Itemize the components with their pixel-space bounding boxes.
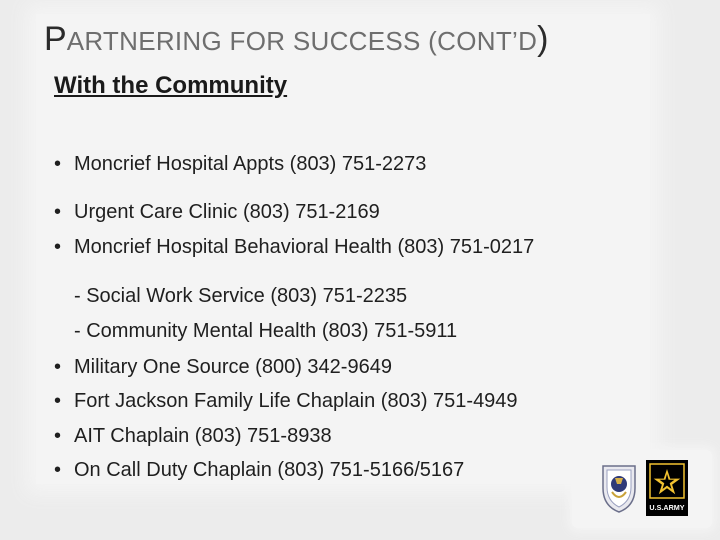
sub-item: - Social Work Service (803) 751-2235 <box>74 285 408 307</box>
list-item <box>54 236 534 259</box>
army-logo-text: U.S.ARMY <box>649 503 685 512</box>
bullet: • <box>54 356 62 378</box>
chaplain-crest-icon <box>600 462 638 514</box>
bullet: • <box>54 459 62 481</box>
list-item-text: Military One Source (800) 342-9649 <box>74 356 392 378</box>
list-item-text: On Call Duty Chaplain (803) 751-5166/5167 <box>74 459 465 481</box>
title-initial: P <box>44 20 67 58</box>
list-item <box>54 356 392 379</box>
section-heading: With the Community <box>54 72 288 99</box>
list-item <box>54 459 464 482</box>
list-item-text: Fort Jackson Family Life Chaplain (803) 751-4949 <box>74 390 518 412</box>
bullet: • <box>54 153 62 175</box>
list-item <box>54 390 518 413</box>
us-army-logo <box>646 460 688 516</box>
slide-title <box>44 20 684 59</box>
list-item <box>54 425 332 448</box>
list-item <box>54 153 426 176</box>
bullet: • <box>54 390 62 412</box>
bullet: • <box>54 236 62 258</box>
list-item-text: AIT Chaplain (803) 751-8938 <box>74 425 332 447</box>
title-closing-paren: ) <box>537 20 549 58</box>
logo-panel <box>572 450 712 528</box>
bullet: • <box>54 201 62 223</box>
list-item <box>54 201 380 224</box>
list-item-text: Moncrief Hospital Appts (803) 751-2273 <box>74 153 427 175</box>
bullet: • <box>54 425 62 447</box>
title-text: ARTNERING FOR SUCCESS (CONT’D <box>66 26 538 56</box>
sub-item: - Community Mental Health (803) 751-5911 <box>74 320 458 342</box>
list-item-text: Moncrief Hospital Behavioral Health (803) 751-0217 <box>74 236 535 258</box>
list-item-text: Urgent Care Clinic (803) 751-2169 <box>74 201 380 223</box>
